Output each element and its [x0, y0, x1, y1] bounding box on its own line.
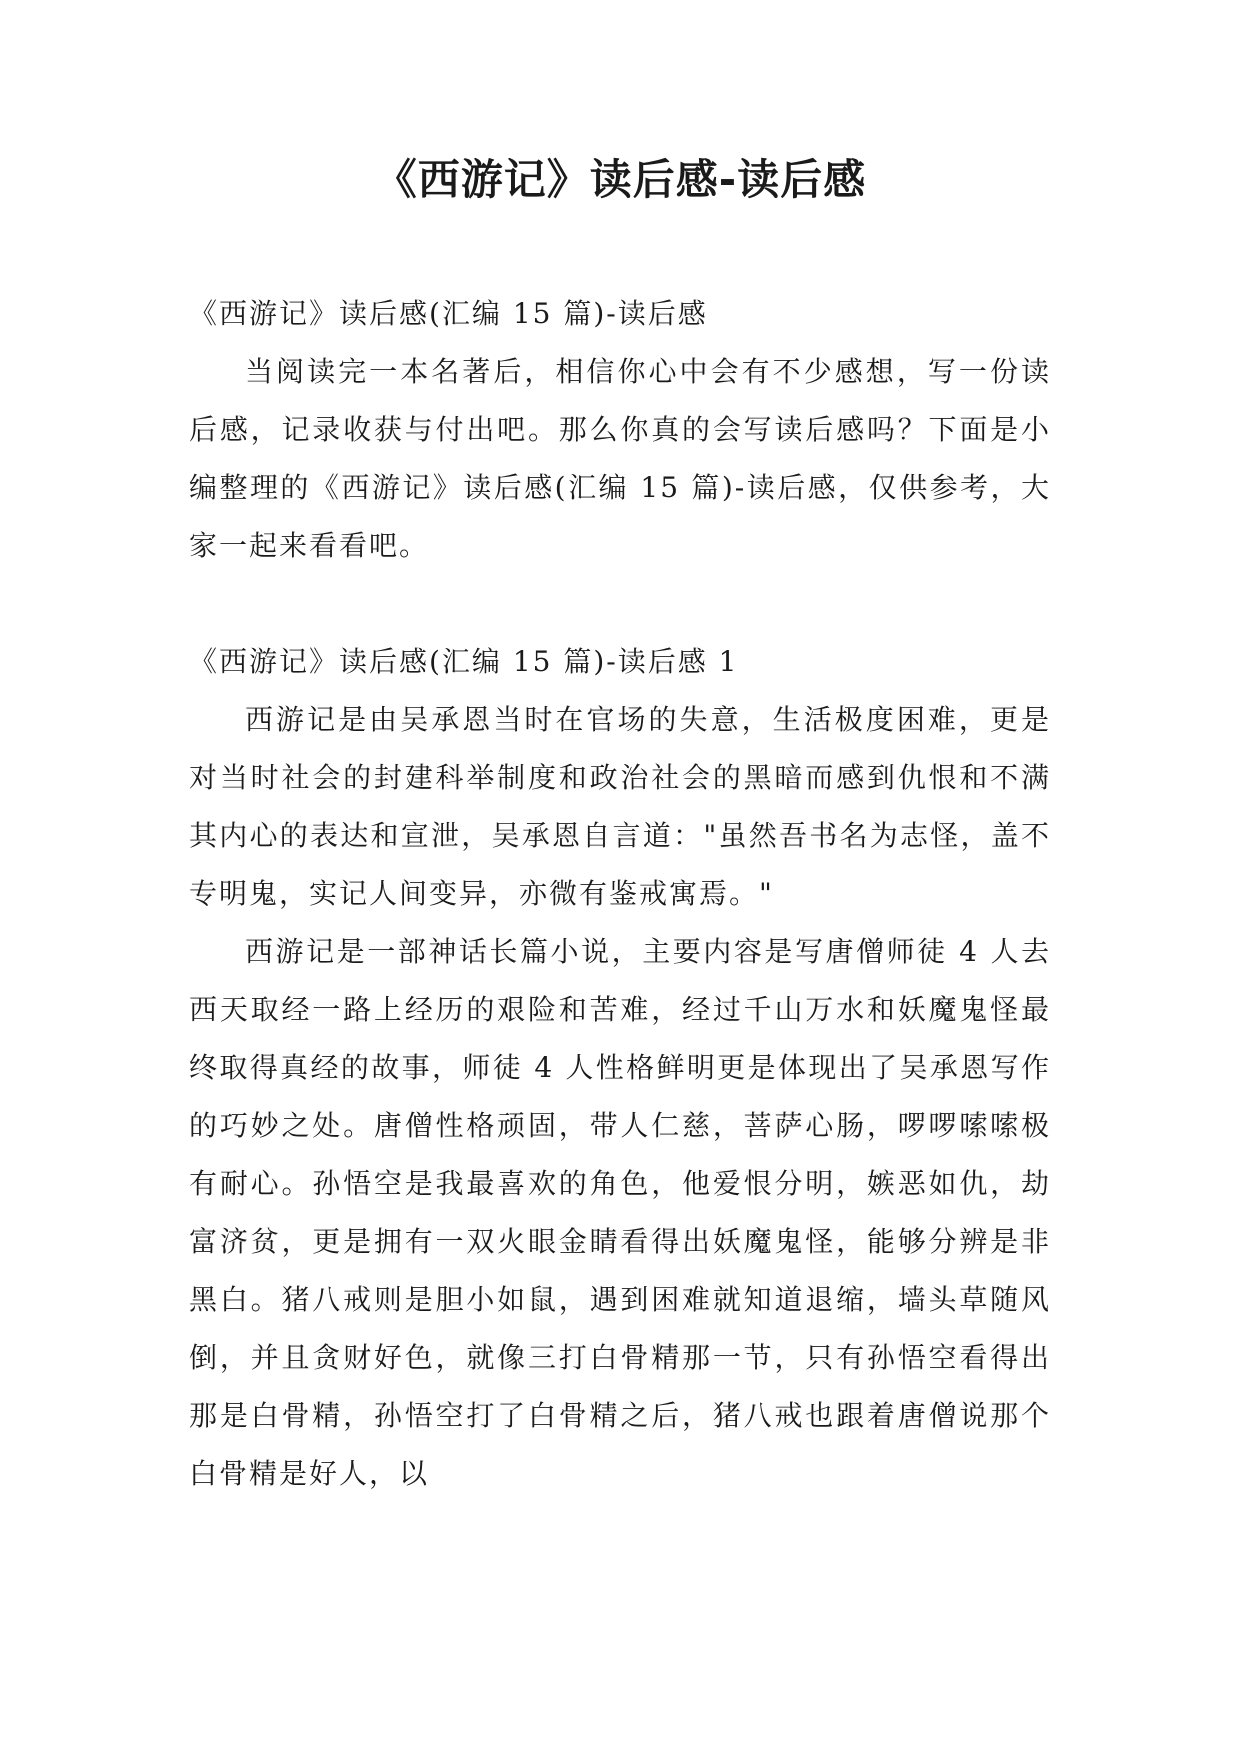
section-1-paragraph-2: 西游记是一部神话长篇小说，主要内容是写唐僧师徒 4 人去西天取经一路上经历的艰险和苦难，经过千山万水和妖魔鬼怪最终取得真经的故事，师徒 4 人性格鲜明更是体现出了吴承恩写作的巧妙之处。唐僧性格顽固，带人仁慈，菩萨心肠，啰啰嗦嗦极有耐心。孙悟空是我最喜欢的角色，他爱恨分明，嫉恶如仇，劫富济贫，更是拥有一双火眼金睛看得出妖魔鬼怪，能够分辨是非黑白。猪八戒则是胆小如鼠，遇到困难就知道退缩，墙头草随风倒，并且贪财好色，就像三打白骨精那一节，只有孙悟空看得出那是白骨精，孙悟空打了白骨精之后，猪八戒也跟着唐僧说那个白骨精是好人，以	[189, 935, 1051, 1490]
document-body	[189, 285, 1051, 1503]
intro-heading: 《西游记》读后感(汇编 15 篇)-读后感	[189, 297, 708, 330]
section-1-paragraph-1: 西游记是由吴承恩当时在官场的失意，生活极度困难，更是对当时社会的封建科举制度和政治社会的黑暗而感到仇恨和不满其内心的表达和宣泄，吴承恩自言道："虽然吾书名为志怪，盖不专明鬼，实记人间变异，亦微有鉴戒寓焉。"	[189, 703, 1051, 910]
section-spacer	[189, 575, 1051, 633]
section-1-heading: 《西游记》读后感(汇编 15 篇)-读后感 1	[189, 645, 739, 678]
document-title: 《西游记》读后感-读后感	[374, 155, 867, 204]
intro-paragraph: 当阅读完一本名著后，相信你心中会有不少感想，写一份读后感，记录收获与付出吧。那么你真的会写读后感吗？下面是小编整理的《西游记》读后感(汇编 15 篇)-读后感，仅供参考，大家一起来看看吧。	[189, 355, 1051, 562]
